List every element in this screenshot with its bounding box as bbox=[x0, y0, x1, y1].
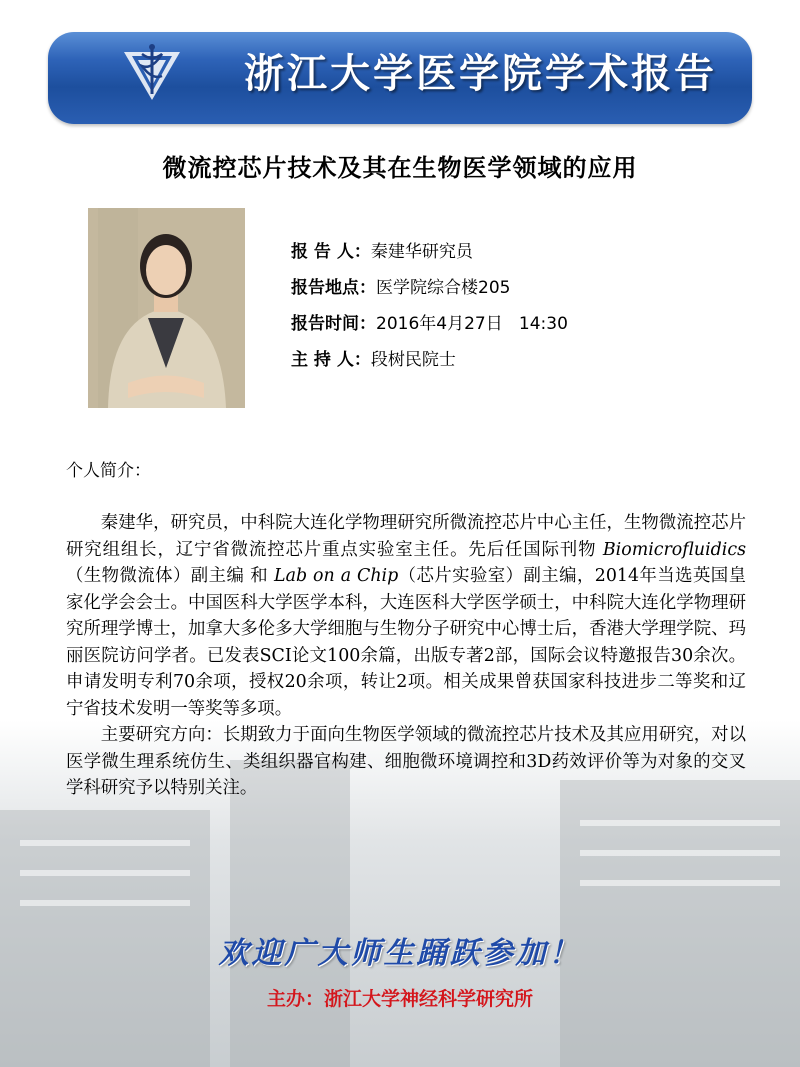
detail-label: 主 持 人： bbox=[291, 350, 371, 370]
detail-value: 医学院综合楼205 bbox=[376, 278, 511, 298]
detail-speaker bbox=[291, 240, 711, 276]
welcome-slogan: 欢迎广大师生踊跃参加！ bbox=[218, 936, 582, 971]
organizer-line: 主办：浙江大学神经科学研究所 bbox=[266, 988, 533, 1010]
bio-text bbox=[66, 510, 746, 802]
detail-value: 秦建华研究员 bbox=[370, 242, 473, 262]
bio-text-segment: （生物微流体）副主编 和 bbox=[66, 566, 275, 586]
bio-paragraph-1 bbox=[66, 510, 746, 722]
detail-location bbox=[291, 276, 711, 312]
detail-value: 段树民院士 bbox=[370, 350, 456, 370]
banner-title: 浙江大学医学院学术报告 bbox=[244, 51, 717, 97]
report-details bbox=[291, 240, 711, 384]
detail-label: 报告时间： bbox=[291, 314, 376, 334]
report-title: 微流控芯片技术及其在生物医学领域的应用 bbox=[162, 153, 638, 182]
journal-name: Biomicrofluidics bbox=[602, 539, 746, 560]
detail-time bbox=[291, 312, 711, 348]
bio-text-segment: （芯片实验室）副主编，2014年当选英国皇家化学会会士。中国医科大学医学本科，大连医科大学医学硕士，中科院大连化学物理研究所理学博士，加拿大多伦多大学细胞与生物分子研究中心博士后，香港大学理学院、玛丽医院访问学者。已发表SCI论文100余篇，出版专著2部，国际会议特邀报告30余次。申请发明专利70余项，授权20余项，转让2项。相关成果曾获国家科技进步二等奖和辽宁省技术发明一等奖等多项。 bbox=[66, 566, 747, 719]
bio-paragraph-2: 主要研究方向：长期致力于面向生物医学领域的微流控芯片技术及其应用研究，对以医学微生理系统仿生、类组织器官构建、细胞微环境调控和3D药效评价等为对象的交叉学科研究予以特别关注。 bbox=[66, 725, 746, 798]
detail-label: 报告地点： bbox=[291, 278, 376, 298]
caduceus-logo-icon bbox=[120, 40, 184, 104]
header-banner bbox=[48, 32, 752, 124]
speaker-photo bbox=[88, 208, 245, 408]
detail-host bbox=[291, 348, 711, 384]
bio-heading: 个人简介： bbox=[66, 461, 151, 481]
journal-name: Lab on a Chip bbox=[274, 566, 399, 586]
detail-label: 报 告 人： bbox=[291, 242, 371, 262]
bio-text-segment: 秦建华，研究员，中科院大连化学物理研究所微流控芯片中心主任，生物微流控芯片研究组组长，辽宁省微流控芯片重点实验室主任。先后任国际刊物 bbox=[66, 513, 746, 560]
detail-value: 2016年4月27日 14:30 bbox=[376, 314, 568, 334]
